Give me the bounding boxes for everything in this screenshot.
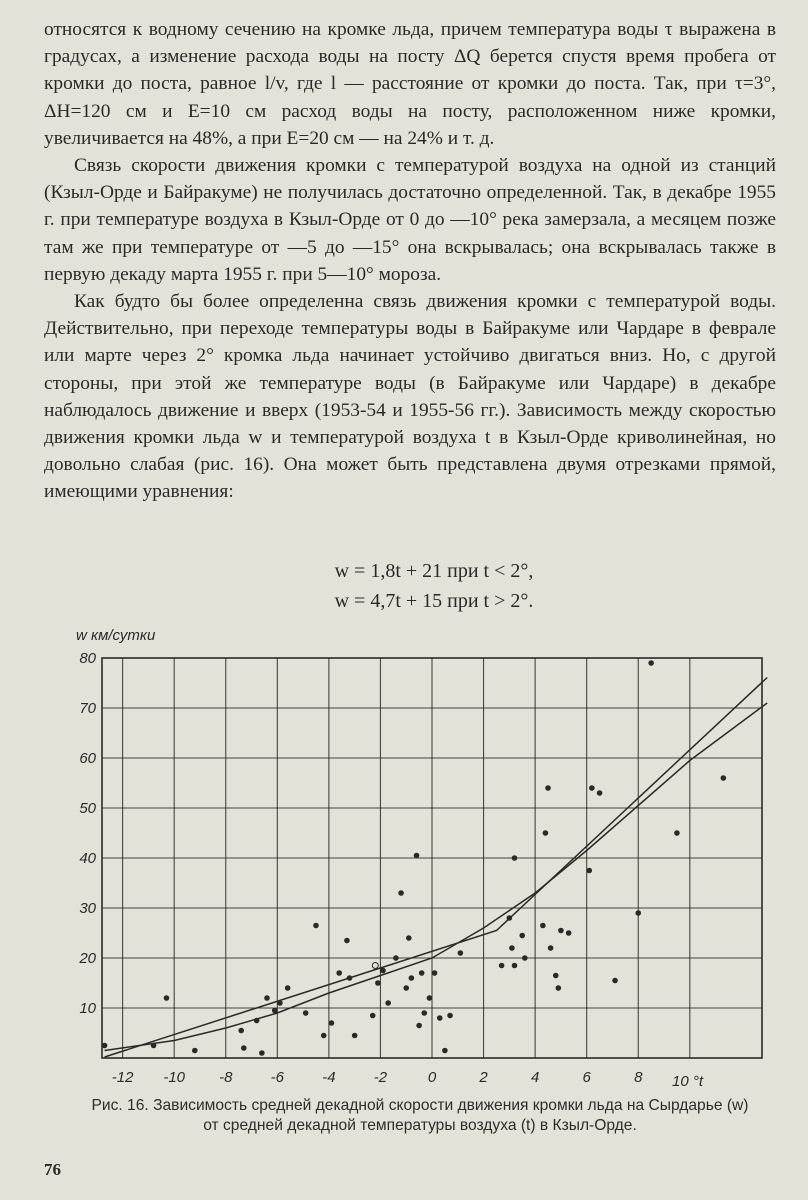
- data-point: [344, 938, 350, 944]
- fit-line: [105, 678, 768, 1058]
- equation-1: w = 1,8t + 21 при t < 2°,: [334, 560, 534, 582]
- y-tick-label: 10: [79, 1000, 96, 1017]
- y-tick-label: 80: [79, 650, 96, 667]
- data-point: [442, 1048, 448, 1054]
- x-tick-label: 4: [530, 1069, 540, 1086]
- data-point: [507, 915, 513, 921]
- y-tick-label: 70: [79, 700, 96, 717]
- figure-caption: Рис. 16. Зависимость средней декадной скорости движения кромки льда на Сырдарье (w) от средней декадной температуры воздуха (t) в Кзыл-Орде.: [91, 1097, 749, 1134]
- data-point: [432, 970, 438, 976]
- data-point: [285, 985, 291, 991]
- data-point: [427, 995, 433, 1001]
- data-point: [264, 995, 270, 1001]
- paragraph-3: Как будто бы более определенна связь движения кромки с температурой воды. Действительно, при переходе температуры воды в Байракуме или Чардаре в феврале или марте через 2° кромка льда начинает устойчиво двигаться вниз. Но, с другой стороны, при этой же температуре воды (в Байракуме или Чардаре) в декабре наблюдалось движение и вверх (1953-54 и 1955-56 гг.). Зависимость между скоростью движения кромки льда w и температурой воздуха t в Кзыл-Орде криволинейная, но довольно слабая (рис. 16). Она может быть представлена двумя отрезками прямой, имеющими уравнения:: [44, 291, 776, 503]
- data-point: [566, 930, 572, 936]
- data-point: [553, 973, 559, 979]
- data-point: [721, 775, 727, 781]
- data-point: [238, 1028, 244, 1034]
- data-point: [499, 963, 505, 969]
- data-point: [540, 923, 546, 929]
- fit-curve: [105, 703, 768, 1051]
- data-point: [512, 855, 518, 861]
- y-tick-label: 20: [79, 950, 96, 967]
- data-point: [329, 1020, 335, 1026]
- data-point: [321, 1033, 327, 1039]
- paragraph-2: Связь скорости движения кромки с температурой воздуха на одной из станций (Кзыл-Орде и Байракуме) не получилась достаточно определенной. Так, в декабре 1955 г. при температуре воздуха в Кзыл-Орде от 0 до —10° река замерзала, а месяцем позже там же при температуре от —5 до —15° она вскрывалась; она вскрывалась также в первую декаду марта 1955 г. при 5—10° мороза.: [44, 155, 776, 285]
- scatter-chart: [60, 620, 780, 1100]
- y-tick-label: 60: [79, 750, 96, 767]
- data-point: [254, 1018, 260, 1024]
- data-point: [648, 660, 654, 666]
- data-point: [259, 1050, 265, 1056]
- data-point: [406, 935, 412, 941]
- y-axis-label: w км/сутки: [76, 627, 156, 644]
- data-point: [385, 1000, 391, 1006]
- data-point: [375, 980, 381, 986]
- data-point: [674, 830, 680, 836]
- data-point: [272, 1008, 278, 1014]
- data-point: [612, 978, 618, 984]
- data-point: [277, 1000, 283, 1006]
- figure-16: [60, 620, 780, 1100]
- data-point: [370, 1013, 376, 1019]
- data-point: [519, 933, 525, 939]
- data-point: [556, 985, 562, 991]
- x-axis-unit-label: 10 °t: [672, 1073, 704, 1090]
- y-tick-label: 40: [79, 850, 96, 867]
- open-data-point: [372, 963, 378, 969]
- data-point: [421, 1010, 427, 1016]
- data-point: [192, 1048, 198, 1054]
- data-point: [151, 1043, 157, 1049]
- data-point: [558, 928, 564, 934]
- data-point: [393, 955, 399, 961]
- body-text: [44, 16, 776, 506]
- data-point: [336, 970, 342, 976]
- x-tick-label: -10: [163, 1069, 186, 1086]
- data-point: [164, 995, 170, 1001]
- data-point: [241, 1045, 247, 1051]
- data-point: [586, 868, 592, 874]
- data-point: [416, 1023, 422, 1029]
- data-point: [398, 890, 404, 896]
- equations: [0, 556, 808, 616]
- data-point: [347, 975, 353, 981]
- x-tick-label: -6: [270, 1069, 284, 1086]
- data-point: [458, 950, 464, 956]
- data-point: [102, 1043, 108, 1049]
- equation-2: w = 4,7t + 15 при t > 2°.: [334, 590, 534, 612]
- x-tick-label: 6: [582, 1069, 591, 1086]
- data-point: [313, 923, 319, 929]
- data-point: [419, 970, 425, 976]
- data-point: [437, 1015, 443, 1021]
- x-tick-label: -4: [322, 1069, 336, 1086]
- data-point: [380, 968, 386, 974]
- tick-labels: [78, 650, 643, 1086]
- data-point: [635, 910, 641, 916]
- fit-lines: [105, 678, 768, 1058]
- data-point: [352, 1033, 358, 1039]
- page-number: 76: [44, 1160, 61, 1179]
- data-point: [589, 785, 595, 791]
- paragraph-1: относятся к водному сечению на кромке льда, причем температура воды τ выражена в градусах, а изменение расхода воды на посту ΔQ берется спустя время пробега от кромки до поста, равное l/v, где l — расстояние от кромки до поста. Так, при τ=3°, ΔH=120 см и E=10 см расход воды на посту, расположенном ниже кромки, увеличивается на 48%, а при E=20 см — на 24% и т. д.: [44, 19, 776, 149]
- data-point: [548, 945, 554, 951]
- x-tick-label: 0: [427, 1069, 437, 1086]
- data-point: [447, 1013, 453, 1019]
- data-point: [543, 830, 549, 836]
- data-point: [545, 785, 551, 791]
- y-tick-label: 50: [79, 800, 96, 817]
- data-point: [409, 975, 415, 981]
- data-point: [522, 955, 528, 961]
- data-point: [512, 963, 518, 969]
- data-point: [303, 1010, 309, 1016]
- x-tick-label: -8: [219, 1069, 233, 1086]
- x-tick-label: 2: [479, 1069, 488, 1086]
- data-point: [403, 985, 409, 991]
- x-tick-label: -2: [373, 1069, 388, 1086]
- x-tick-label: 8: [634, 1069, 643, 1086]
- data-point: [414, 853, 420, 859]
- x-tick-label: -12: [111, 1069, 134, 1086]
- data-point: [597, 790, 603, 796]
- y-tick-label: 30: [79, 900, 96, 917]
- data-point: [509, 945, 515, 951]
